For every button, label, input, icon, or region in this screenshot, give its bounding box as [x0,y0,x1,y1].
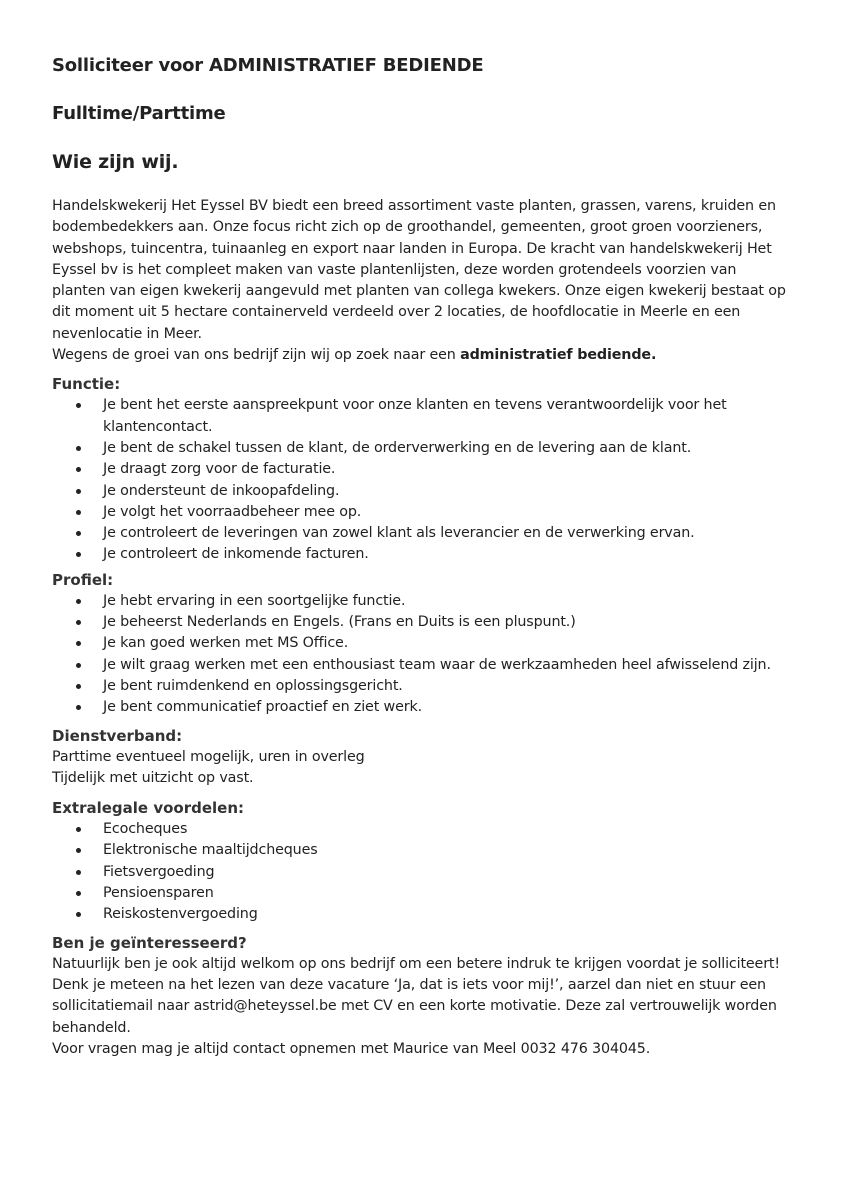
list-item-text: Je hebt ervaring in een soortgelijke functie. [103,592,406,609]
bullet-icon [76,489,81,494]
list-item [52,883,792,904]
list-item-text: Elektronische maaltijdcheques [103,842,318,859]
bullet-icon [76,446,81,451]
list-item-text: Je controleert de inkomende facturen. [103,546,369,563]
profiel-list [52,591,792,719]
list-item-text: Je bent de schakel tussen de klant, de orderverwerking en de levering aan de klant. [103,439,692,456]
dienstverband-line-1: Parttime eventueel mogelijk, uren in overleg [52,748,365,765]
list-item [52,819,792,840]
list-item-text: Je bent ruimdenkend en oplossingsgericht. [103,677,403,694]
list-item-text: Fietsvergoeding [103,863,215,880]
list-item [52,612,792,633]
list-item-text: Je bent het eerste aanspreekpunt voor onze klanten en tevens verantwoordelijk voor het klantencontact. [103,397,727,435]
list-item [52,502,792,523]
bullet-icon [76,531,81,536]
bullet-icon [76,467,81,472]
bullet-icon [76,510,81,515]
bullet-icon [76,620,81,625]
list-item [52,481,792,502]
list-item-text: Je beheerst Nederlands en Engels. (Frans en Duits is een pluspunt.) [103,614,576,631]
dienstverband-line-2: Tijdelijk met uitzicht op vast. [52,769,254,786]
interesse-heading: Ben je geïnteresseerd? [52,933,247,952]
bullet-icon [76,684,81,689]
list-item [52,459,792,480]
bullet-icon [76,827,81,832]
list-item [52,395,792,438]
page-title: Solliciteer voor ADMINISTRATIEF BEDIENDE [52,55,484,76]
list-item [52,523,792,544]
bullet-icon [76,891,81,896]
list-item [52,697,792,718]
list-item [52,438,792,459]
list-item [52,862,792,883]
list-item [52,591,792,612]
search-statement [52,345,792,366]
list-item [52,544,792,565]
bullet-icon [76,705,81,710]
profiel-heading: Profiel: [52,570,114,589]
list-item-text: Je volgt het voorraadbeheer mee op. [103,503,362,520]
list-item [52,676,792,697]
about-heading: Wie zijn wij. [52,151,179,173]
list-item-text: Je bent communicatief proactief en ziet werk. [103,699,422,716]
extralegale-list [52,819,792,925]
contact-line: Voor vragen mag je altijd contact opnemen met Maurice van Meel 0032 476 304045. [52,1040,651,1057]
bullet-icon [76,848,81,853]
search-statement-role: administratief bediende. [460,347,657,364]
functie-list [52,395,792,565]
list-item-text: Reiskostenvergoeding [103,906,258,923]
company-description: Handelskwekerij Het Eyssel BV biedt een breed assortiment vaste planten, grassen, varens, kruiden en bodembedekkers aan. Onze focus richt zich op de groothandel, gemeenten, groot groen voorzieners, webshops, tuincentra, tuinaanleg en export naar landen in Europa. De kracht van handelskwekerij Het Eyssel bv is het compleet maken van vaste plantenlijsten, deze worden grotendeels voorzien van planten van eigen kwekerij aangevuld met planten van collega kwekers. Onze eigen kwekerij bestaat op dit moment uit 5 hectare containerveld verdeeld over 2 locaties, de hoofdlocatie in Meerle en een nevenlocatie in Meer. [52,198,786,342]
list-item [52,655,792,676]
extralegale-heading: Extralegale voordelen: [52,799,245,818]
bullet-icon [76,599,81,604]
list-item-text: Je ondersteunt de inkoopafdeling. [103,482,340,499]
bullet-icon [76,641,81,646]
bullet-icon [76,403,81,408]
interesse-line-2: Denk je meteen na het lezen van deze vacature ‘Ja, dat is iets voor mij!’, aarzel dan niet en stuur een sollicitatiemail naar astrid@heteyssel.be met CV en een korte motivatie. Deze zal vertrouwelijk worden behandeld. [52,976,777,1036]
bullet-icon [76,663,81,668]
bullet-icon [76,912,81,917]
list-item [52,840,792,861]
list-item-text: Je wilt graag werken met een enthousiast team waar de werkzaamheden heel afwisselend zijn. [103,656,771,673]
list-item-text: Je controleert de leveringen van zowel klant als leverancier en de verwerking ervan. [103,525,695,542]
bullet-icon [76,870,81,875]
dienstverband-heading: Dienstverband: [52,726,183,745]
list-item [52,904,792,925]
list-item [52,633,792,654]
employment-type: Fulltime/Parttime [52,103,226,124]
list-item-text: Pensioensparen [103,885,214,902]
search-statement-text: Wegens de groei van ons bedrijf zijn wij op zoek naar een [52,347,461,364]
vacancy-document [52,54,792,1060]
interesse-line-1: Natuurlijk ben je ook altijd welkom op ons bedrijf om een betere indruk te krijgen voordat je solliciteert! [52,955,780,972]
list-item-text: Je draagt zorg voor de facturatie. [103,461,336,478]
list-item-text: Je kan goed werken met MS Office. [103,635,349,652]
list-item-text: Ecocheques [103,821,188,838]
functie-heading: Functie: [52,375,121,394]
bullet-icon [76,552,81,557]
